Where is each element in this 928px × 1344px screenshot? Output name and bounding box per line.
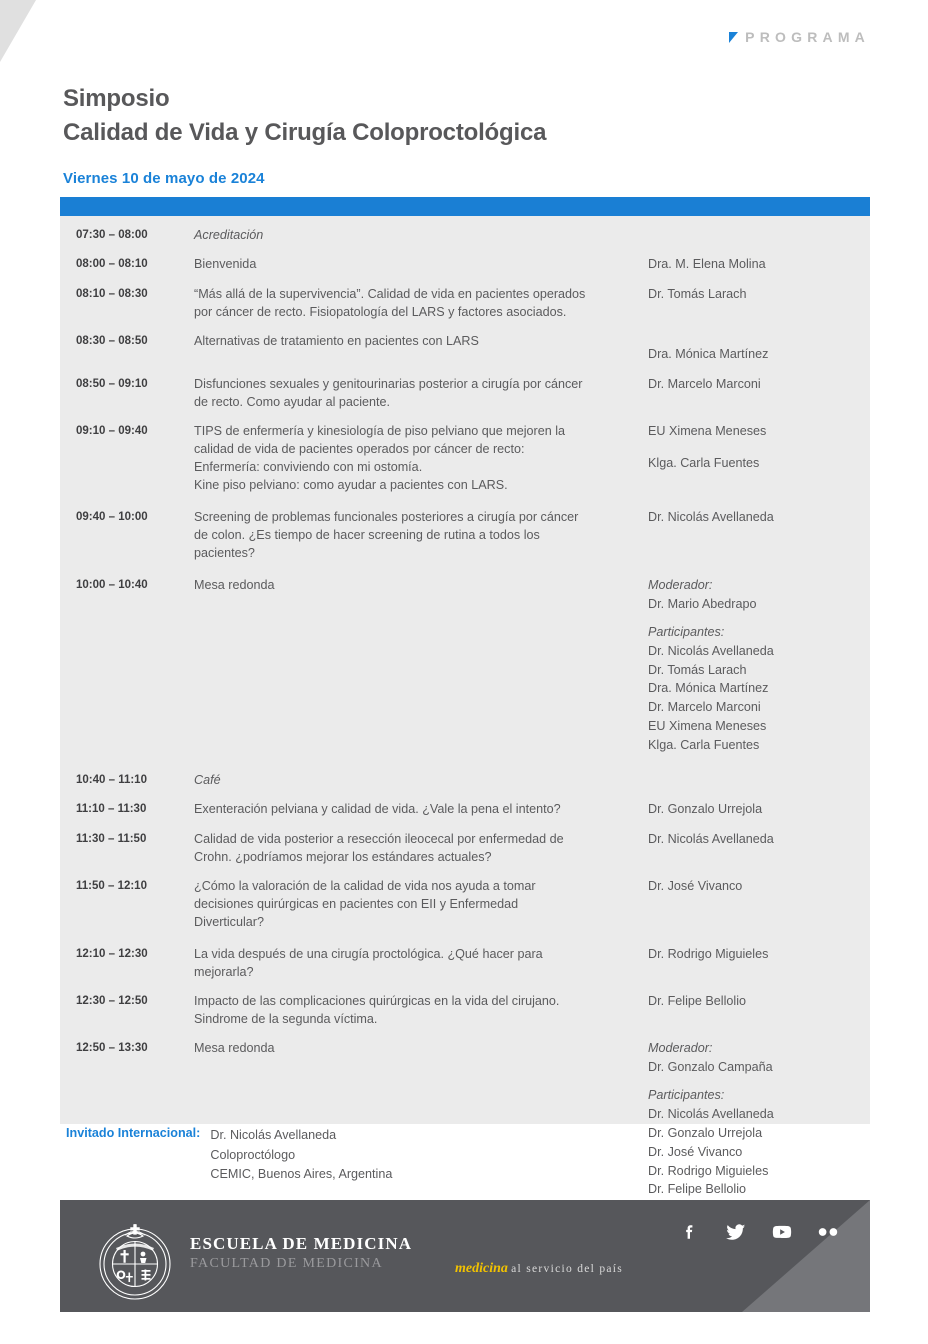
- speaker-name: Dr. Rodrigo Miguieles: [648, 1163, 769, 1178]
- speaker-name: Dra. Mónica Martínez: [648, 347, 769, 362]
- topic-line: TIPS de enfermería y kinesiología de piso pelviano que mejoren la: [194, 424, 566, 439]
- schedule-row-topic: [194, 771, 648, 789]
- speaker-name: Dr. Gonzalo Campaña: [648, 1060, 773, 1075]
- international-guest-line: CEMIC, Buenos Aires, Argentina: [210, 1167, 393, 1182]
- page-footer: [60, 1200, 870, 1312]
- speaker-name: Dr. Felipe Bellolio: [648, 994, 746, 1009]
- speaker-name: Dra. Mónica Martínez: [648, 681, 769, 696]
- twitter-icon[interactable]: [726, 1222, 746, 1242]
- schedule-row-speakers: [648, 285, 858, 304]
- schedule-row-topic: [194, 877, 648, 931]
- schedule-row-speakers: [648, 992, 858, 1011]
- speaker-name: Dr. Nicolás Avellaneda: [648, 832, 774, 847]
- school-title: ESCUELA DE MEDICINA: [190, 1234, 413, 1253]
- schedule-row-speakers: [648, 800, 858, 819]
- topic-line: Calidad de vida posterior a resección ileocecal por enfermedad de: [194, 832, 564, 847]
- tagline-brand: medicina: [455, 1261, 508, 1276]
- event-date: Viernes 10 de mayo de 2024: [63, 170, 265, 187]
- facebook-icon[interactable]: [680, 1222, 700, 1242]
- speaker-role-label: Moderador:: [648, 578, 713, 593]
- schedule-row: [60, 255, 870, 274]
- speaker-name: Dr. Tomás Larach: [648, 287, 747, 302]
- schedule-rows: [60, 216, 870, 1199]
- schedule-row-time: 11:10 – 11:30: [76, 803, 147, 816]
- speaker-name: Dr. Gonzalo Urrejola: [648, 1125, 763, 1140]
- schedule-row-time: 11:30 – 11:50: [76, 833, 147, 846]
- topic-line: Alternativas de tratamiento en pacientes con LARS: [194, 334, 479, 349]
- speaker-name: Dr. Marcelo Marconi: [648, 700, 761, 715]
- schedule-row-speakers: [648, 332, 858, 364]
- social-links: [680, 1222, 838, 1242]
- topic-line: “Más allá de la supervivencia”. Calidad de vida en pacientes operados: [194, 287, 586, 302]
- topic-line: Mesa redonda: [194, 578, 275, 593]
- topic-line: Kine piso pelviano: como ayudar a pacientes con LARS.: [194, 478, 508, 493]
- speaker-name: Dr. Marcelo Marconi: [648, 377, 761, 392]
- speaker-name: Dr. Felipe Bellolio: [648, 1182, 746, 1197]
- schedule-row-speakers: [648, 576, 858, 755]
- schedule-row-speakers: [648, 375, 858, 394]
- topic-line: Diverticular?: [194, 915, 264, 930]
- schedule-row: [60, 800, 870, 819]
- schedule-header-bar: [60, 197, 870, 216]
- topic-line: La vida después de una cirugía proctológica. ¿Qué hacer para: [194, 947, 543, 962]
- triangle-icon: [729, 32, 738, 43]
- schedule-row: [60, 375, 870, 411]
- schedule-row-topic: [194, 422, 648, 494]
- speaker-name: Dr. Nicolás Avellaneda: [648, 510, 774, 525]
- footer-tagline: [455, 1260, 623, 1277]
- topic-line: Sindrome de la segunda víctima.: [194, 1012, 378, 1027]
- speaker-name: Dr. Rodrigo Miguieles: [648, 947, 769, 962]
- topic-line: de recto. Como ayudar al paciente.: [194, 395, 391, 410]
- schedule-row: [60, 508, 870, 562]
- school-subtitle: FACULTAD DE MEDICINA: [190, 1256, 383, 1271]
- topic-line: pacientes?: [194, 546, 255, 561]
- schedule-row-speakers: [648, 255, 858, 274]
- schedule-row-time: 12:10 – 12:30: [76, 948, 148, 961]
- topic-line: Exenteración pelviana y calidad de vida. ¿Vale la pena el intento?: [194, 802, 561, 817]
- topic-line: decisiones quirúrgicas en pacientes con EII y Enfermedad: [194, 897, 519, 912]
- university-crest-logo: [92, 1214, 178, 1306]
- schedule-row-time: 09:10 – 09:40: [76, 425, 148, 438]
- speaker-name: Dr. Mario Abedrapo: [648, 596, 757, 611]
- title-line-2: Calidad de Vida y Cirugía Coloproctológica: [63, 119, 547, 147]
- flickr-icon[interactable]: [818, 1222, 838, 1242]
- schedule-row-time: 10:40 – 11:10: [76, 774, 147, 787]
- topic-line: Crohn. ¿podríamos mejorar los estándares actuales?: [194, 850, 492, 865]
- topic-line: Bienvenida: [194, 257, 257, 272]
- schedule-row-topic: [194, 576, 648, 594]
- schedule-row-topic: [194, 375, 648, 411]
- programa-label: PROGRAMA: [745, 29, 870, 45]
- schedule-row-topic: [194, 255, 648, 273]
- speaker-name: Dr. Nicolás Avellaneda: [648, 643, 774, 658]
- schedule-row: [60, 226, 870, 244]
- schedule-row-topic: [194, 226, 648, 244]
- international-guest-label: Invitado Internacional:: [66, 1126, 201, 1140]
- topic-line: Café: [194, 773, 221, 788]
- schedule-row: [60, 422, 870, 494]
- topic-line: Disfunciones sexuales y genitourinarias posterior a cirugía por cáncer: [194, 377, 583, 392]
- international-guest: [66, 1126, 392, 1185]
- schedule-row-speakers: [648, 945, 858, 964]
- schedule-row-speakers: [648, 1039, 858, 1199]
- speaker-role-label: Participantes:: [648, 624, 725, 639]
- schedule-row-speakers: [648, 877, 858, 896]
- topic-line: calidad de vida de pacientes operados por cáncer de recto:: [194, 442, 525, 457]
- schedule-row-topic: [194, 332, 648, 350]
- schedule-row-time: 08:10 – 08:30: [76, 288, 148, 301]
- schedule-row-time: 11:50 – 12:10: [76, 880, 147, 893]
- schedule-row-time: 08:00 – 08:10: [76, 258, 148, 271]
- speaker-name: Dr. José Vivanco: [648, 1144, 743, 1159]
- schedule-row: [60, 332, 870, 364]
- schedule-row-time: 12:50 – 13:30: [76, 1042, 148, 1055]
- international-guest-line: Coloproctólogo: [210, 1147, 296, 1162]
- schedule-row-topic: [194, 800, 648, 818]
- speaker-name: Dr. Tomás Larach: [648, 662, 747, 677]
- topic-line: por cáncer de recto. Fisiopatología del LARS y factores asociados.: [194, 305, 567, 320]
- schedule-row-time: 10:00 – 10:40: [76, 579, 148, 592]
- speaker-name: Dr. Gonzalo Urrejola: [648, 802, 763, 817]
- schedule-row-topic: [194, 830, 648, 866]
- topic-line: de colon. ¿Es tiempo de hacer screening de rutina a todos los: [194, 528, 540, 543]
- corner-decoration: [0, 0, 60, 62]
- speaker-name: Klga. Carla Fuentes: [648, 455, 760, 470]
- speaker-name: Dra. M. Elena Molina: [648, 257, 766, 272]
- speaker-role-label: Participantes:: [648, 1087, 725, 1102]
- topic-line: Acreditación: [194, 228, 264, 242]
- schedule-row: [60, 576, 870, 755]
- topic-line: Enfermería: conviviendo con mi ostomía.: [194, 460, 423, 475]
- schedule-row-time: 07:30 – 08:00: [76, 229, 148, 241]
- topic-line: ¿Cómo la valoración de la calidad de vida nos ayuda a tomar: [194, 879, 536, 894]
- youtube-icon[interactable]: [772, 1222, 792, 1242]
- footer-decoration: [720, 1200, 870, 1312]
- speaker-name: Dr. Nicolás Avellaneda: [648, 1106, 774, 1121]
- schedule-row: [60, 830, 870, 866]
- schedule-row-speakers: [648, 508, 858, 527]
- schedule-row-topic: [194, 945, 648, 981]
- topic-line: Impacto de las complicaciones quirúrgicas en la vida del cirujano.: [194, 994, 560, 1009]
- speaker-name: Klga. Carla Fuentes: [648, 738, 760, 753]
- speaker-name: EU Ximena Meneses: [648, 424, 767, 439]
- schedule-row-time: 08:30 – 08:50: [76, 335, 148, 348]
- schedule-row: [60, 945, 870, 981]
- programa-tag: [729, 29, 870, 45]
- schedule-row-speakers: [648, 830, 858, 849]
- topic-line: Screening de problemas funcionales posteriores a cirugía por cáncer: [194, 510, 579, 525]
- schedule-row-topic: [194, 1039, 648, 1057]
- speaker-name: EU Ximena Meneses: [648, 719, 767, 734]
- school-name-block: [190, 1234, 412, 1272]
- schedule-row-topic: [194, 508, 648, 562]
- international-guest-details: [210, 1126, 392, 1185]
- speaker-role-label: Moderador:: [648, 1041, 713, 1056]
- speaker-name: Dr. José Vivanco: [648, 879, 743, 894]
- topic-line: Mesa redonda: [194, 1041, 275, 1056]
- title-line-1: Simposio: [63, 85, 170, 112]
- schedule-row-topic: [194, 285, 648, 321]
- schedule-row-speakers: [648, 422, 858, 473]
- international-guest-line: Dr. Nicolás Avellaneda: [210, 1128, 337, 1142]
- schedule-row: [60, 992, 870, 1028]
- schedule-row: [60, 771, 870, 789]
- schedule-row: [60, 285, 870, 321]
- schedule-row-time: 12:30 – 12:50: [76, 995, 148, 1008]
- schedule-row-topic: [194, 992, 648, 1028]
- page-title: [63, 82, 546, 150]
- schedule-row-time: 09:40 – 10:00: [76, 511, 148, 524]
- schedule-row: [60, 877, 870, 931]
- topic-line: mejorarla?: [194, 965, 254, 980]
- tagline-rest: al servicio del país: [511, 1263, 624, 1275]
- schedule-row-time: 08:50 – 09:10: [76, 378, 148, 391]
